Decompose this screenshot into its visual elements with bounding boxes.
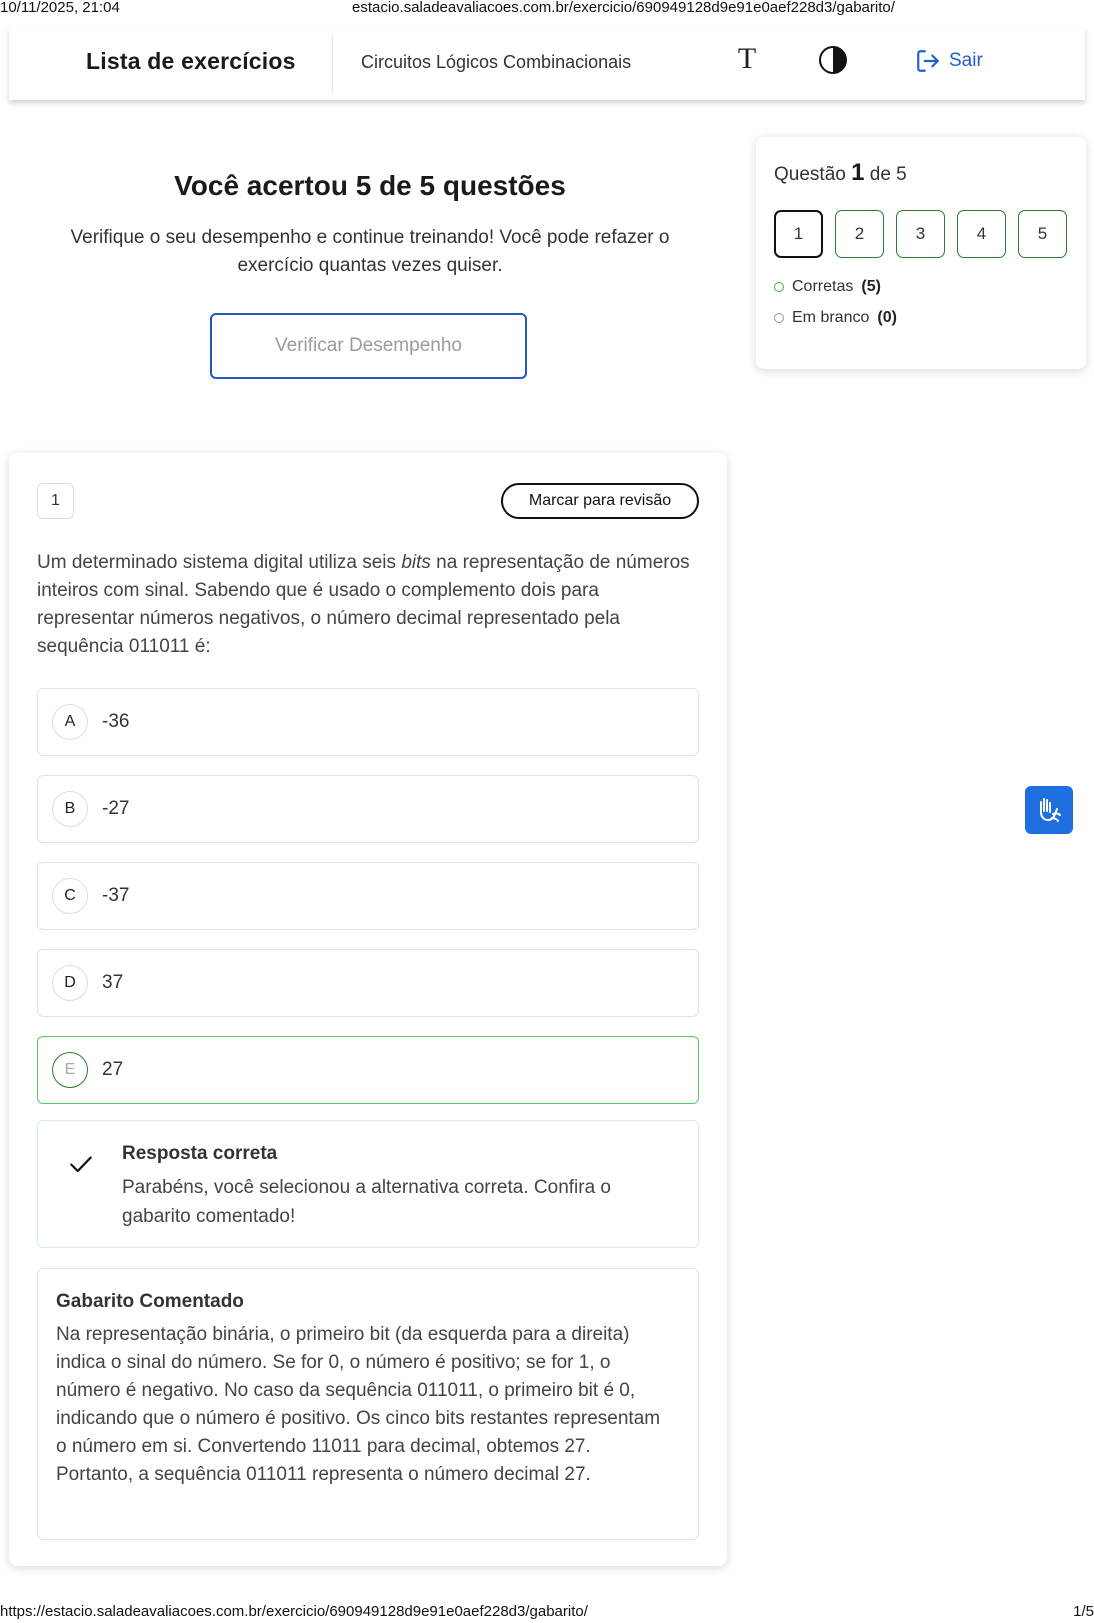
verify-performance-button[interactable]: Verificar Desempenho [210, 313, 527, 379]
question-number: 1 [37, 483, 74, 519]
print-footer-url: https://estacio.saladeavaliacoes.com.br/exercicio/690949128d9e91e0aef228d3/gabarito/ [0, 1603, 588, 1620]
legend-blank-label: Em branco [792, 309, 870, 326]
sign-language-hands-icon [1033, 794, 1065, 826]
commented-answer [37, 1268, 699, 1540]
commented-title: Gabarito Comentado [56, 1291, 244, 1312]
topbar-divider [332, 36, 333, 92]
contrast-icon[interactable] [819, 46, 847, 74]
top-bar [9, 28, 1085, 100]
question-button-5[interactable]: 5 [1018, 210, 1067, 258]
print-header-url: estacio.saladeavaliacoes.com.br/exercicio/690949128d9e91e0aef228d3/gabarito/ [352, 0, 895, 16]
option-letter: D [52, 965, 88, 1001]
question-navigator [756, 137, 1086, 369]
option-value: -27 [102, 798, 130, 819]
logout-label: Sair [949, 50, 983, 71]
option-value: 27 [102, 1059, 124, 1080]
mark-for-review-button[interactable]: Marcar para revisão [501, 483, 699, 519]
option-letter: E [52, 1052, 88, 1088]
legend-correct-count: (5) [861, 278, 881, 295]
logout-icon [915, 48, 941, 74]
question-button-2[interactable]: 2 [835, 210, 884, 258]
result-title: Você acertou 5 de 5 questões [174, 170, 566, 201]
statement-after: na representação de números inteiros com sinal. Sabendo que é usado o complemento dois para representar números negativos, o número decimal representado pela sequência 011011 é: [37, 552, 690, 657]
check-icon [68, 1151, 94, 1177]
font-size-icon[interactable]: T [737, 42, 757, 75]
option-e[interactable] [37, 1036, 699, 1104]
legend-correct [774, 278, 881, 296]
statement-italic: bits [401, 552, 431, 573]
print-header [0, 0, 1094, 18]
print-footer [0, 1603, 1094, 1623]
option-b[interactable] [37, 775, 699, 843]
sign-language-button[interactable] [1025, 786, 1073, 834]
correct-dot-icon [774, 282, 784, 292]
question-card [9, 453, 727, 1566]
legend-blank [774, 309, 897, 327]
feedback-text: Parabéns, você selecionou a alternativa correta. Confira o gabarito comentado! [122, 1177, 611, 1227]
option-c[interactable] [37, 862, 699, 930]
legend-blank-count: (0) [877, 309, 897, 326]
question-button-4[interactable]: 4 [957, 210, 1006, 258]
print-date: 10/11/2025, 21:04 [0, 0, 120, 16]
legend-correct-label: Corretas [792, 278, 854, 295]
option-value: 37 [102, 972, 124, 993]
option-d[interactable] [37, 949, 699, 1017]
question-indicator [774, 159, 907, 187]
option-a[interactable] [37, 688, 699, 756]
option-letter: A [52, 704, 88, 740]
question-buttons [774, 210, 1067, 258]
page-title: Lista de exercícios [86, 48, 296, 74]
result-description: Verifique o seu desempenho e continue treinando! Você pode refazer o exercício quantas vezes quiser. [70, 227, 670, 276]
question-button-1[interactable]: 1 [774, 210, 823, 258]
option-letter: C [52, 878, 88, 914]
statement-before: Um determinado sistema digital utiliza seis [37, 552, 402, 573]
blank-dot-icon [774, 313, 784, 323]
answer-feedback [37, 1120, 699, 1248]
question-statement [37, 549, 701, 661]
question-button-3[interactable]: 3 [896, 210, 945, 258]
commented-text: Na representação binária, o primeiro bit (da esquerda para a direita) indica o sinal do número. Se for 0, o número é positivo; se for 1, o número é negativo. No caso da sequência 011011, o primeiro bit é 0, indicando que o número é positivo. Os cinco bits restantes representam o número em si. Convertendo 11011 para decimal, obtemos 27. Portanto, a sequência 011011 representa o número decimal 27. [56, 1324, 661, 1485]
option-value: -37 [102, 885, 130, 906]
subject-title: Circuitos Lógicos Combinacionais [361, 52, 632, 72]
result-summary [20, 170, 720, 280]
option-letter: B [52, 791, 88, 827]
question-indicator-suffix: de 5 [869, 164, 907, 185]
question-indicator-current: 1 [851, 159, 865, 186]
logout-button[interactable] [915, 48, 983, 74]
print-page-number: 1/5 [1073, 1603, 1094, 1620]
question-indicator-prefix: Questão [774, 164, 846, 185]
feedback-title: Resposta correta [122, 1143, 278, 1164]
option-value: -36 [102, 711, 130, 732]
